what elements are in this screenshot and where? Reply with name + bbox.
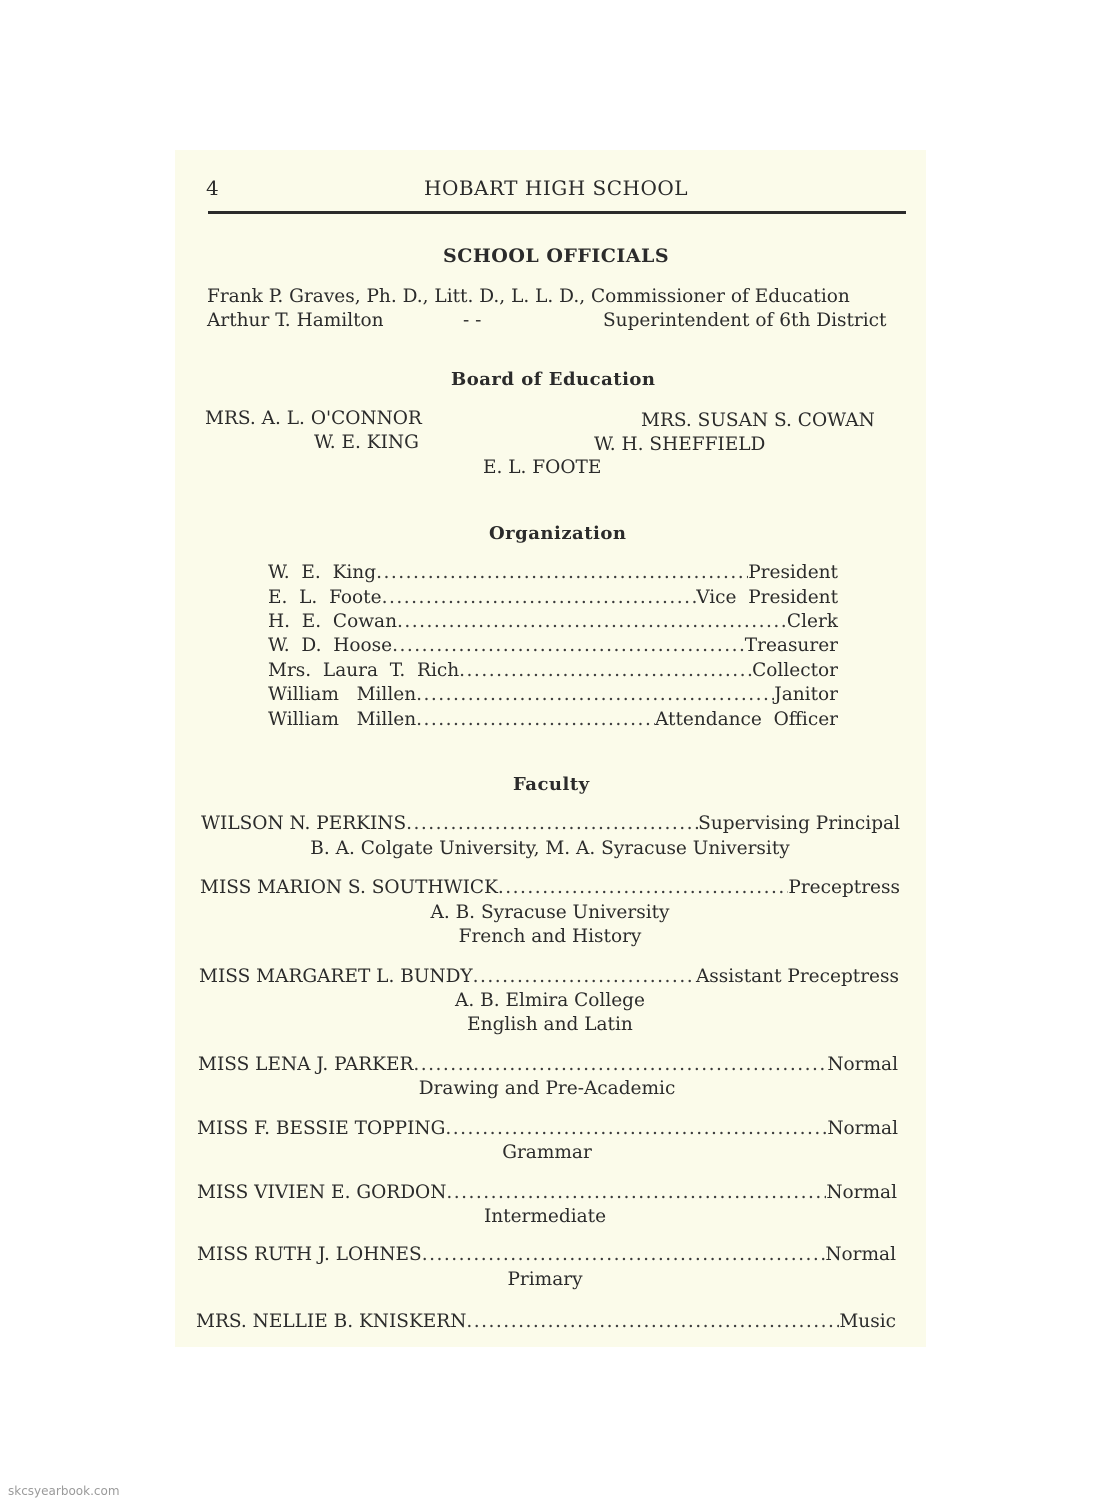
header-rule [208,211,906,214]
leader-dots [473,966,696,987]
leader-dots [397,611,787,632]
faculty-name: MISS LENA J. PARKER [198,1054,414,1075]
leader-dots [466,1311,839,1332]
officer-role: Treasurer [744,635,838,656]
officer-role: Janitor [774,684,838,705]
faculty-row [197,1182,897,1203]
faculty-row [197,1118,898,1139]
faculty-role: Normal [827,1054,898,1075]
leader-dots [445,1118,827,1139]
leader-dots [446,1182,826,1203]
faculty-name: MRS. NELLIE B. KNISKERN [196,1311,467,1332]
organization-row [268,635,838,656]
officer-name: H. E. Cowan [268,611,397,632]
faculty-role: Normal [825,1244,896,1265]
faculty-detail: A. B. Elmira College [455,990,645,1011]
faculty-row [199,966,899,987]
faculty-title: Faculty [513,774,590,795]
faculty-detail: Intermediate [483,1206,607,1227]
leader-dots [498,877,788,898]
faculty-name: WILSON N. PERKINS [201,813,407,834]
leader-dots [413,1054,827,1075]
officer-name: Mrs. Laura T. Rich [268,660,460,681]
leader-dots [416,684,774,705]
superintendent-name: Arthur T. Hamilton [207,310,384,331]
faculty-name: MISS MARGARET L. BUNDY [199,966,473,987]
board-member: W. E. KING [314,432,419,453]
faculty-detail: Grammar [502,1142,592,1163]
faculty-role: Assistant Preceptress [695,966,899,987]
faculty-name: MISS RUTH J. LOHNES [197,1244,422,1265]
board-member: W. H. SHEFFIELD [594,434,766,455]
watermark: skcsyearbook.com [8,1484,120,1498]
officer-role: Collector [752,660,838,681]
board-title: Board of Education [451,369,656,390]
faculty-role: Normal [827,1118,898,1139]
organization-row [268,611,838,632]
board-member: E. L. FOOTE [483,457,602,478]
organization-row [268,709,838,730]
faculty-row [198,1054,898,1075]
faculty-detail: English and Latin [467,1014,633,1035]
leader-dots [422,1244,826,1265]
faculty-row [197,1244,896,1265]
faculty-name: MISS F. BESSIE TOPPING [197,1118,446,1139]
superintendent-role: Superintendent of 6th District [603,310,887,331]
leader-dots [382,587,697,608]
leader-dots [406,813,698,834]
page-number: 4 [206,176,220,200]
organization-title: Organization [489,523,627,544]
faculty-role: Supervising Principal [698,813,900,834]
officer-name: E. L. Foote [268,587,382,608]
page-header-title: HOBART HIGH SCHOOL [424,176,689,200]
faculty-role: Preceptress [788,877,900,898]
board-member: MRS. SUSAN S. COWAN [641,410,875,431]
faculty-role: Normal [826,1182,897,1203]
faculty-detail: Primary [507,1269,583,1290]
officer-role: Clerk [786,611,838,632]
superintendent-separator: - - [463,310,482,331]
school-officials-title: SCHOOL OFFICIALS [443,245,670,267]
organization-row [268,587,838,608]
officer-name: William Millen [268,709,417,730]
organization-row [268,562,838,583]
faculty-row [200,877,900,898]
faculty-name: MISS MARION S. SOUTHWICK [200,877,498,898]
officer-role: President [748,562,838,583]
faculty-name: MISS VIVIEN E. GORDON [197,1182,447,1203]
officer-name: W. D. Hoose [268,635,393,656]
officer-role: Vice President [696,587,838,608]
officer-name: William Millen [268,684,417,705]
organization-row [268,660,838,681]
faculty-row [201,813,900,834]
faculty-detail: French and History [458,926,642,947]
leader-dots [392,635,745,656]
faculty-detail: Drawing and Pre-Academic [418,1078,676,1099]
leader-dots [459,660,752,681]
leader-dots [416,709,655,730]
faculty-role: Music [839,1311,896,1332]
faculty-row [196,1311,896,1332]
commissioner-line: Frank P. Graves, Ph. D., Litt. D., L. L. D., Commissioner of Education [207,286,850,307]
officer-name: W. E. King [268,562,377,583]
officer-role: Attendance Officer [654,709,838,730]
faculty-detail: A. B. Syracuse University [430,902,670,923]
organization-row [268,684,838,705]
faculty-detail: B. A. Colgate University, M. A. Syracuse University [310,838,790,859]
board-member: MRS. A. L. O'CONNOR [205,408,422,429]
leader-dots [376,562,748,583]
